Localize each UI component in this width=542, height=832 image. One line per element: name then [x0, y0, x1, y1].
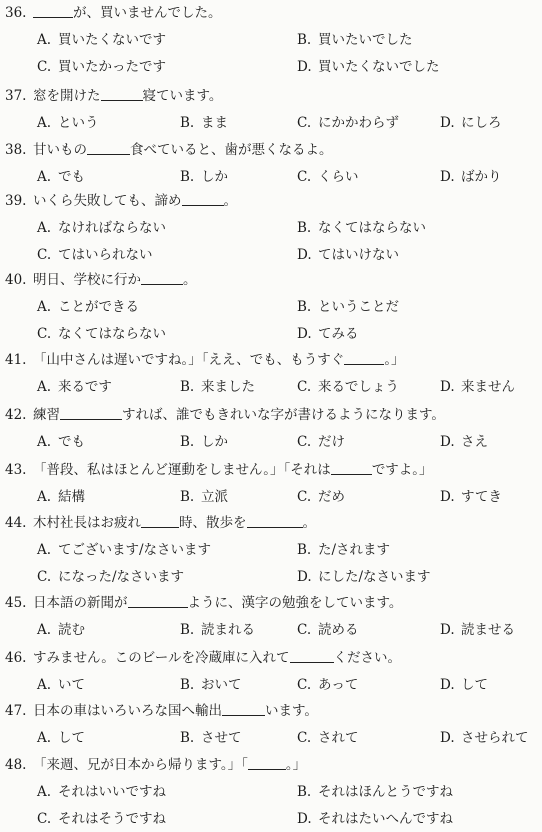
stem-segment: 練習 [33, 407, 60, 423]
option-letter: A. [37, 622, 52, 638]
question-stem [0, 645, 542, 671]
question-text [33, 188, 237, 214]
answer-option[interactable] [37, 374, 112, 400]
stem-segment: 窓を開けた [33, 88, 101, 104]
answer-blank [222, 698, 265, 716]
answer-option[interactable] [37, 617, 85, 643]
answer-blank [141, 267, 183, 285]
answer-blank [128, 590, 188, 608]
option-text: あって [318, 677, 359, 693]
option-letter: C. [297, 622, 312, 638]
stem-segment: 寝ています。 [142, 88, 223, 104]
answer-option[interactable] [37, 164, 85, 190]
option-letter: A. [37, 730, 52, 746]
stem-segment: すみません。このビールを冷蔵庫に入れて [33, 650, 290, 666]
answer-option[interactable] [180, 725, 242, 751]
answer-option[interactable] [440, 617, 515, 643]
question-number: 47. [5, 703, 27, 719]
answer-option[interactable] [440, 484, 502, 510]
stem-segment: すれば、誰でもきれいな字が書けるようになります。 [122, 407, 445, 423]
option-text: でも [58, 434, 85, 450]
option-text: して [58, 730, 85, 746]
option-letter: C. [297, 730, 312, 746]
option-letter: C. [37, 247, 52, 263]
option-text: ということだ [318, 299, 399, 315]
question-text [33, 83, 222, 109]
option-text: という [58, 115, 99, 131]
option-letter: A. [37, 115, 52, 131]
answer-blank [290, 645, 334, 663]
option-text: なければならない [58, 220, 166, 236]
answer-option[interactable] [180, 617, 255, 643]
question-text [33, 590, 402, 616]
option-letter: A. [37, 489, 52, 505]
option-letter: B. [180, 115, 195, 131]
answer-blank [331, 457, 372, 475]
answer-option[interactable] [297, 617, 359, 643]
answer-option[interactable] [180, 429, 228, 455]
answer-option[interactable] [297, 806, 453, 832]
option-letter: C. [37, 811, 52, 827]
stem-segment: ください。 [333, 650, 401, 666]
stem-segment: います。 [265, 703, 318, 719]
question-number: 42. [5, 407, 27, 423]
answer-option[interactable] [37, 484, 85, 510]
answer-option[interactable] [440, 725, 529, 751]
answer-option[interactable] [297, 164, 359, 190]
option-letter: A. [37, 32, 52, 48]
question-text [33, 510, 316, 536]
question-stem [0, 698, 542, 724]
option-letter: D. [440, 434, 455, 450]
option-letter: D. [440, 115, 455, 131]
option-letter: A. [37, 379, 52, 395]
option-text: おいて [201, 677, 242, 693]
answer-option[interactable] [297, 242, 399, 268]
option-text: でも [58, 169, 85, 185]
option-letter: B. [297, 542, 312, 558]
option-letter: B. [297, 32, 312, 48]
stem-segment: 食べていると、歯が悪くなるよ。 [130, 142, 333, 158]
answer-option[interactable] [440, 164, 502, 190]
option-letter: A. [37, 542, 52, 558]
option-letter: A. [37, 299, 52, 315]
option-text: 来るでしょう [318, 379, 399, 395]
option-text: た/されます [318, 542, 391, 558]
option-letter: B. [297, 220, 312, 236]
option-letter: C. [37, 326, 52, 342]
option-text: 立派 [201, 489, 228, 505]
answer-option[interactable] [37, 27, 166, 53]
question-stem [0, 402, 542, 428]
answer-option[interactable] [297, 429, 345, 455]
answer-option[interactable] [37, 242, 153, 268]
option-text: して [461, 677, 488, 693]
question-number: 44. [5, 515, 27, 531]
question-number: 38. [5, 142, 27, 158]
option-text: しか [201, 434, 228, 450]
option-letter: C. [297, 379, 312, 395]
answer-blank [248, 752, 286, 770]
answer-option[interactable] [297, 537, 390, 563]
stem-segment: 甘いもの [33, 142, 87, 158]
question-number: 40. [5, 272, 27, 288]
answer-option[interactable] [37, 806, 166, 832]
answer-option[interactable] [297, 725, 359, 751]
option-text: にかかわらず [318, 115, 399, 131]
stem-segment: 。 [302, 515, 316, 531]
answer-option[interactable] [440, 672, 488, 698]
stem-segment: 時、散歩を [179, 515, 247, 531]
option-letter: C. [297, 115, 312, 131]
answer-blank [247, 510, 303, 528]
option-text: てございます/なさいます [58, 542, 212, 558]
option-text: にした/なさいます [318, 569, 431, 585]
question-number: 37. [5, 88, 27, 104]
option-letter: C. [37, 59, 52, 75]
stem-segment: 。 [223, 193, 237, 209]
answer-blank [87, 137, 130, 155]
answer-option[interactable] [297, 321, 359, 347]
option-letter: D. [440, 622, 455, 638]
stem-segment: ですよ。」 [371, 462, 433, 478]
question-number: 41. [5, 352, 27, 368]
option-text: にしろ [461, 115, 502, 131]
answer-blank [60, 402, 122, 420]
option-text: なくてはならない [318, 220, 426, 236]
option-letter: A. [37, 169, 52, 185]
answer-option[interactable] [37, 429, 85, 455]
answer-option[interactable] [37, 54, 166, 80]
answer-blank [101, 83, 143, 101]
answer-option[interactable] [37, 537, 211, 563]
answer-option[interactable] [37, 779, 166, 805]
option-text: させられて [461, 730, 529, 746]
option-letter: B. [180, 677, 195, 693]
option-letter: B. [297, 784, 312, 800]
option-letter: B. [297, 299, 312, 315]
answer-option[interactable] [440, 374, 515, 400]
option-text: 買いたくないです [58, 32, 166, 48]
option-letter: C. [297, 434, 312, 450]
answer-option[interactable] [297, 374, 399, 400]
question-text [33, 267, 197, 293]
option-text: 買いたいでした [318, 32, 413, 48]
question-text [33, 645, 401, 671]
stem-segment: 「普段、私はほとんど運動をしません。」「それは [33, 462, 331, 478]
question-stem [0, 83, 542, 109]
option-text: 読ませる [461, 622, 515, 638]
answer-option[interactable] [37, 725, 85, 751]
question-number: 45. [5, 595, 27, 611]
option-letter: D. [297, 59, 312, 75]
option-text: てはいけない [318, 247, 399, 263]
question-text [33, 402, 445, 428]
question-number: 43. [5, 462, 27, 478]
question-text [33, 698, 318, 724]
answer-option[interactable] [37, 110, 99, 136]
answer-option[interactable] [37, 294, 139, 320]
option-letter: D. [440, 379, 455, 395]
option-text: さえ [461, 434, 488, 450]
question-text [33, 137, 333, 163]
option-text: 読まれる [201, 622, 255, 638]
question-stem [0, 347, 542, 373]
answer-blank [344, 347, 384, 365]
question-stem [0, 137, 542, 163]
question-text [33, 457, 433, 483]
question-stem [0, 510, 542, 536]
stem-segment: 。」 [384, 352, 405, 368]
option-letter: A. [37, 677, 52, 693]
answer-option[interactable] [180, 164, 228, 190]
option-text: 来ません [461, 379, 515, 395]
answer-option[interactable] [180, 110, 228, 136]
option-text: なくてはならない [58, 326, 166, 342]
stem-segment: 。 [183, 272, 197, 288]
option-text: それはそうですね [58, 811, 166, 827]
stem-segment: 「来週、兄が日本から帰ります。」「 [33, 757, 248, 773]
answer-option[interactable] [440, 429, 488, 455]
option-letter: D. [440, 489, 455, 505]
question-stem [0, 188, 542, 214]
option-text: されて [318, 730, 359, 746]
option-letter: B. [180, 622, 195, 638]
option-letter: C. [297, 169, 312, 185]
option-text: させて [201, 730, 242, 746]
option-letter: B. [180, 169, 195, 185]
option-text: ことができる [58, 299, 139, 315]
stem-segment: 明日、学校に行か [33, 272, 141, 288]
stem-segment: いくら失敗しても、諦め [33, 193, 182, 209]
answer-option[interactable] [180, 484, 228, 510]
option-text: まま [201, 115, 228, 131]
stem-segment: が、買いませんでした。 [73, 5, 222, 21]
question-number: 46. [5, 650, 27, 666]
question-number: 39. [5, 193, 27, 209]
stem-segment: 「山中さんは遅いですね。」「ええ、でも、もうすぐ [33, 352, 345, 368]
option-text: だめ [318, 489, 345, 505]
option-letter: D. [297, 326, 312, 342]
answer-option[interactable] [297, 484, 345, 510]
option-text: 買いたくないでした [318, 59, 440, 75]
question-text [33, 347, 405, 373]
option-letter: C. [297, 677, 312, 693]
answer-option[interactable] [297, 294, 399, 320]
stem-segment: ように、漢字の勉強をしています。 [187, 595, 403, 611]
answer-blank [33, 0, 73, 18]
answer-option[interactable] [180, 672, 242, 698]
answer-option[interactable] [297, 27, 413, 53]
question-stem [0, 752, 542, 778]
option-letter: C. [37, 569, 52, 585]
stem-segment: 日本の車はいろいろな国へ輸出 [33, 703, 222, 719]
answer-option[interactable] [37, 672, 85, 698]
option-text: てはいられない [58, 247, 153, 263]
option-letter: A. [37, 784, 52, 800]
answer-option[interactable] [297, 564, 431, 590]
answer-option[interactable] [297, 779, 453, 805]
stem-segment: 木村社長はお疲れ [33, 515, 141, 531]
stem-segment: 日本語の新聞が [33, 595, 128, 611]
answer-option[interactable] [440, 110, 502, 136]
answer-option[interactable] [297, 54, 440, 80]
option-letter: A. [37, 434, 52, 450]
answer-option[interactable] [180, 374, 255, 400]
answer-blank [182, 188, 224, 206]
option-letter: B. [180, 379, 195, 395]
answer-option[interactable] [37, 321, 166, 347]
option-letter: D. [297, 247, 312, 263]
option-letter: D. [440, 677, 455, 693]
answer-option[interactable] [297, 110, 399, 136]
answer-option[interactable] [37, 564, 184, 590]
option-text: 来るです [58, 379, 112, 395]
question-stem [0, 590, 542, 616]
option-text: いて [58, 677, 85, 693]
answer-option[interactable] [297, 672, 358, 698]
option-letter: C. [297, 489, 312, 505]
question-number: 36. [5, 5, 27, 21]
question-text [33, 752, 306, 778]
answer-blank [141, 510, 179, 528]
option-text: 読む [58, 622, 85, 638]
option-text: 来ました [201, 379, 255, 395]
option-text: それはいいですね [58, 784, 166, 800]
question-stem [0, 267, 542, 293]
option-text: てみる [318, 326, 359, 342]
option-letter: B. [180, 730, 195, 746]
option-letter: B. [180, 489, 195, 505]
option-text: しか [201, 169, 228, 185]
question-stem [0, 457, 542, 483]
option-letter: B. [180, 434, 195, 450]
question-number: 48. [5, 757, 27, 773]
question-text [33, 0, 222, 26]
option-letter: D. [440, 730, 455, 746]
option-letter: D. [440, 169, 455, 185]
option-text: 読める [318, 622, 359, 638]
answer-option[interactable] [37, 215, 166, 241]
option-letter: A. [37, 220, 52, 236]
option-text: すてき [461, 489, 502, 505]
stem-segment: 。」 [285, 757, 307, 773]
option-text: だけ [318, 434, 345, 450]
option-text: 買いたかったです [58, 59, 166, 75]
answer-option[interactable] [297, 215, 426, 241]
option-text: くらい [318, 169, 359, 185]
option-text: ばかり [461, 169, 502, 185]
option-text: になった/なさいます [58, 569, 185, 585]
option-letter: D. [297, 569, 312, 585]
option-text: 結構 [58, 489, 85, 505]
question-stem [0, 0, 542, 26]
option-letter: D. [297, 811, 312, 827]
option-text: それはほんとうですね [318, 784, 453, 800]
option-text: それはたいへんですね [318, 811, 453, 827]
